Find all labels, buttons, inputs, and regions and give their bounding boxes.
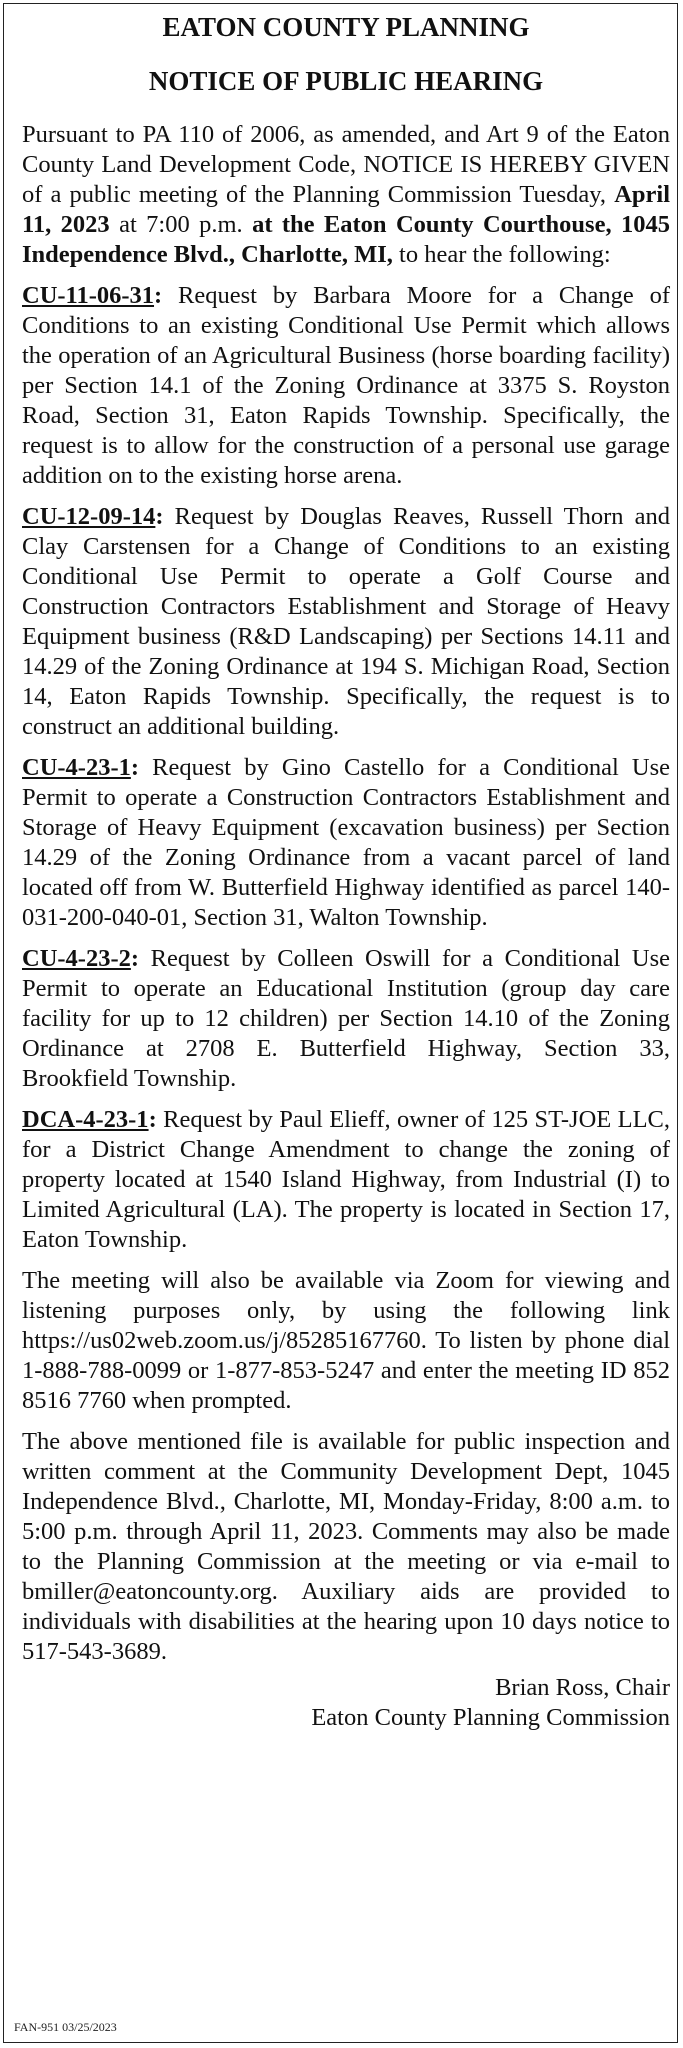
case-code: CU-4-23-1 (22, 754, 131, 781)
case-paragraph: CU-12-09-14: Request by Douglas Reaves, Russell Thorn and Clay Carstensen for a Change of Conditions to an existing Conditional Use Permit to operate a Golf Course and Construction Contractors Establishment and Storage of Heavy Equipment business (R&D Landscaping) per Sections 14.11 and 14.29 of the Zoning Ordinance at 194 S. Michigan Road, Section 14, Eaton Rapids Township. Specifically, the request is to construct an additional building. (22, 503, 670, 740)
notice-content (22, 4, 670, 1733)
signature-block (22, 1673, 670, 1733)
case-text: Request by Barbara Moore for a Change of Conditions to an existing Conditional Use Permit which allows the operation of an Agricultural Business (horse boarding facility) per Section 14.1 of the Zoning Ordinance at 3375 S. Royston Road, Section 31, Eaton Rapids Township. Specifically, the request is to allow for the construction of a personal use garage addition on to the existing horse arena. (22, 282, 670, 489)
case-text: Request by Colleen Oswill for a Conditional Use Permit to operate an Educational Institution (group day care facility for up to 12 children) per Section 14.10 of the Zoning Ordinance at 2708 E. Butterfield Highway, Section 33, Brookfield Township. (22, 945, 670, 1092)
case-paragraph: CU-11-06-31: Request by Barbara Moore for a Change of Conditions to an existing Conditional Use Permit which allows the operation of an Agricultural Business (horse boarding facility) per Section 14.1 of the Zoning Ordinance at 3375 S. Royston Road, Section 31, Eaton Rapids Township. Specifically, the request is to allow for the construction of a personal use garage addition on to the existing horse arena. (22, 282, 670, 489)
publication-code: FAN-951 03/25/2023 (14, 2020, 117, 2034)
case-text: Request by Paul Elieff, owner of 125 ST-JOE LLC, for a District Change Amendment to change the zoning of property located at 1540 Island Highway, from Industrial (I) to Limited Agricultural (LA). The property is located in Section 17, Eaton Township. (22, 1106, 670, 1253)
signature-name: Brian Ross, Chair (495, 1674, 670, 1701)
notice-title-line1: EATON COUNTY PLANNING (162, 12, 530, 42)
case-code: CU-11-06-31 (22, 282, 155, 309)
case-code: CU-12-09-14 (22, 503, 156, 530)
intro-text-2: at 7:00 p.m. (109, 211, 253, 238)
intro-text-3: to hear the following: (392, 241, 611, 268)
case-code: CU-4-23-2 (22, 945, 131, 972)
case-paragraph: CU-4-23-1: Request by Gino Castello for a Conditional Use Permit to operate a Construction Contractors Establishment and Storage of Heavy Equipment (excavation business) per Section 14.29 of the Zoning Ordinance from a vacant parcel of land located off from W. Butterfield Highway identified as parcel 140-031-200-040-01, Section 31, Walton Township. (22, 754, 670, 931)
zoom-paragraph: The meeting will also be available via Zoom for viewing and listening purposes only, by using the following link https://us02web.zoom.us/j/85285167760. To listen by phone dial 1-888-788-0099 or 1-877-853-5247 and enter the meeting ID 852 8516 7760 when prompted. (22, 1267, 670, 1414)
case-paragraph: DCA-4-23-1: Request by Paul Elieff, owner of 125 ST-JOE LLC, for a District Change Amendment to change the zoning of property located at 1540 Island Highway, from Industrial (I) to Limited Agricultural (LA). The property is located in Section 17, Eaton Township. (22, 1106, 670, 1253)
intro-paragraph (22, 120, 670, 270)
intro-text-1: Pursuant to PA 110 of 2006, as amended, and Art 9 of the Eaton County Land Development Code, NOTICE IS HEREBY GIVEN of a public meeting of the Planning Commission Tuesday, (22, 121, 670, 208)
file-availability-paragraph: The above mentioned file is available for public inspection and written comment at the Community Development Dept, 1045 Independence Blvd., Charlotte, MI, Monday-Friday, 8:00 a.m. to 5:00 p.m. through April 11, 2023. Comments may also be made to the Planning Commission at the meeting or via e-mail to bmiller@eatoncounty.org. Auxiliary aids are provided to individuals with disabilities at the hearing upon 10 days notice to 517-543-3689. (22, 1428, 670, 1665)
hearing-location: at the Eaton County Courthouse, 1045 Independence Blvd., Charlotte, MI, (22, 211, 670, 268)
case-code: DCA-4-23-1 (22, 1106, 149, 1133)
case-text: Request by Gino Castello for a Conditional Use Permit to operate a Construction Contractors Establishment and Storage of Heavy Equipment (excavation business) per Section 14.29 of the Zoning Ordinance from a vacant parcel of land located off from W. Butterfield Highway identified as parcel 140-031-200-040-01, Section 31, Walton Township. (22, 754, 670, 931)
hearing-date: April 11, 2023 (22, 181, 670, 238)
case-paragraph: CU-4-23-2: Request by Colleen Oswill for a Conditional Use Permit to operate an Educational Institution (group day care facility for up to 12 children) per Section 14.10 of the Zoning Ordinance at 2708 E. Butterfield Highway, Section 33, Brookfield Township. (22, 945, 670, 1092)
notice-frame (3, 3, 678, 2043)
case-text: Request by Douglas Reaves, Russell Thorn and Clay Carstensen for a Change of Conditions to an existing Conditional Use Permit to operate a Golf Course and Construction Contractors Establishment and Storage of Heavy Equipment business (R&D Landscaping) per Sections 14.11 and 14.29 of the Zoning Ordinance at 194 S. Michigan Road, Section 14, Eaton Rapids Township. Specifically, the request is to construct an additional building. (22, 503, 670, 740)
notice-title-line2: NOTICE OF PUBLIC HEARING (148, 66, 544, 96)
signature-org: Eaton County Planning Commission (311, 1704, 670, 1731)
